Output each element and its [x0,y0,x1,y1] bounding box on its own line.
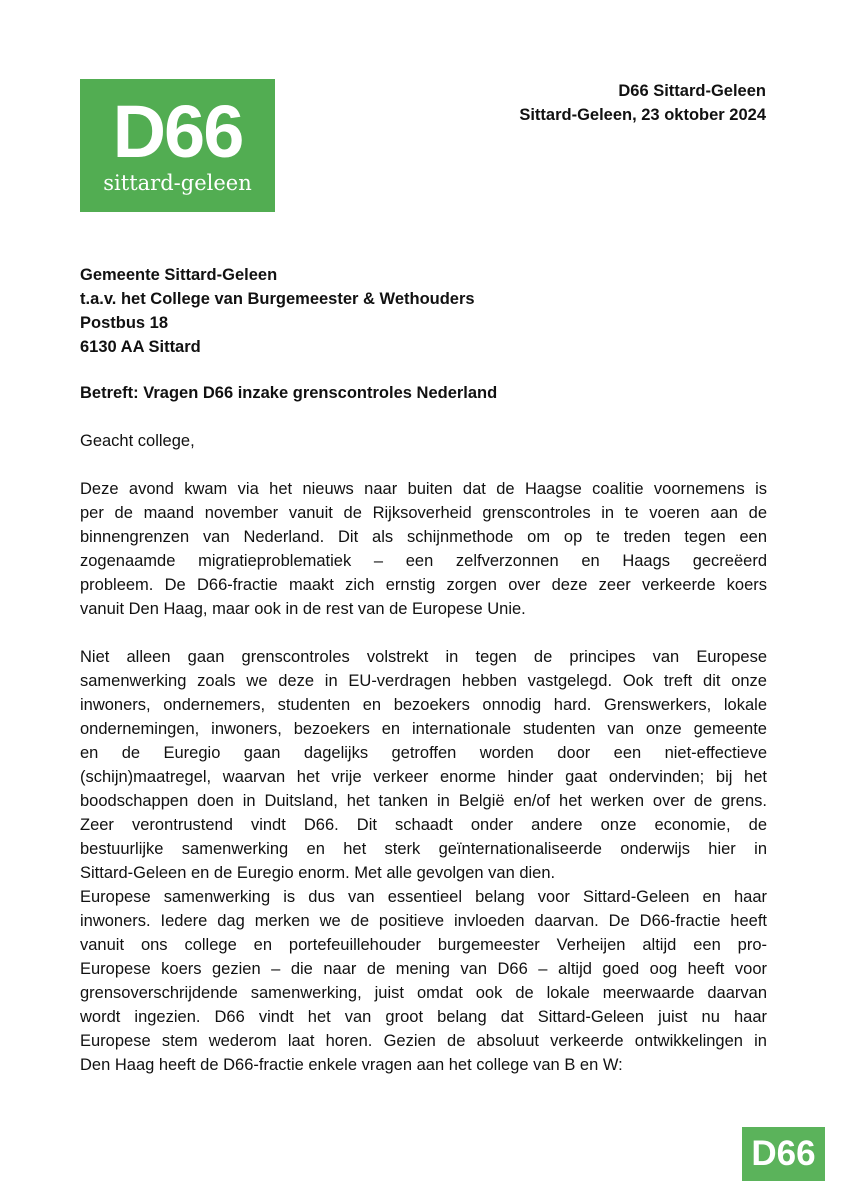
address-line: Gemeente Sittard-Geleen [80,266,278,284]
logo-sub-text: sittard-geleen [103,171,252,195]
paragraph-line: Europese samenwerking is dus van essentieel belang voor Sittard-Geleen en haar [80,888,767,906]
paragraph-line: wordt ingezien. D66 vindt het van groot belang dat Sittard-Geleen juist nu haar [80,1008,767,1026]
paragraph-line: Den Haag heeft de D66-fractie enkele vragen aan het college van B en W: [80,1056,623,1074]
paragraph-line: en de Euregio gaan dagelijks getroffen worden door een niet-effectieve [80,744,767,762]
address-line: Postbus 18 [80,314,169,332]
paragraph-line: per de maand november vanuit de Rijksoverheid grenscontroles in te voeren aan de [80,504,767,522]
paragraph-line: bestuurlijke samenwerking en het sterk geïnternationaliseerde onderwijs hier in [80,840,767,858]
greeting: Geacht college, [80,432,195,450]
paragraph-line: binnengrenzen van Nederland. Dit als schijnmethode om op te treden tegen een [80,528,767,546]
paragraph-line: grensoverschrijdende samenwerking, juist omdat ook de lokale meerwaarde daarvan [80,984,767,1002]
paragraph-line: inwoners. Iedere dag merken we de positieve invloeden daarvan. De D66-fractie heeft [80,912,767,930]
body-paragraph [80,885,767,1077]
paragraph-line: Europese stem wederom laat horen. Gezien de absoluut verkeerde ontwikkelingen in [80,1032,767,1050]
paragraph-line: inwoners, ondernemers, studenten en bezoekers onnodig hard. Grenswerkers, lokale [80,696,767,714]
sender-block [519,79,766,127]
logo-main-text: D66 [112,90,243,173]
address-line: t.a.v. het College van Burgemeester & Wethouders [80,290,475,308]
subject-line: Betreft: Vragen D66 inzake grenscontroles Nederland [80,384,498,402]
paragraph-line: vanuit Den Haag, maar ook in de rest van de Europese Unie. [80,600,526,618]
paragraph-line: Europese koers gezien – die naar de mening van D66 – altijd goed oog heeft voor [80,960,767,978]
d66-logo [80,79,275,212]
paragraph-line: vanuit ons college en portefeuillehouder burgemeester Verheijen altijd een pro- [80,936,767,954]
paragraph-line: Niet alleen gaan grenscontroles volstrekt in tegen de principes van Europese [80,648,767,666]
paragraph-line: boodschappen doen in Duitsland, het tanken in België en/of het werken over de grens. [80,792,767,810]
footer-d66-logo: D66 [742,1127,825,1181]
paragraph-line: Zeer verontrustend vindt D66. Dit schaadt onder andere onze economie, de [80,816,767,834]
body-paragraph [80,645,767,885]
paragraph-line: Deze avond kwam via het nieuws naar buiten dat de Haagse coalitie voornemens is [80,480,767,498]
address-line: 6130 AA Sittard [80,338,201,356]
sender-name: D66 Sittard-Geleen [618,82,766,100]
paragraph-line: Sittard-Geleen en de Euregio enorm. Met alle gevolgen van dien. [80,864,556,882]
paragraph-line: ondernemingen, inwoners, bezoekers en internationale studenten van onze gemeente [80,720,767,738]
paragraph-line: probleem. De D66-fractie maakt zich ernstig zorgen over deze zeer verkeerde koers [80,576,767,594]
body-paragraph [80,477,767,621]
paragraph-line: zogenaamde migratieproblematiek – een zelfverzonnen en Haags gecreëerd [80,552,767,570]
paragraph-line: (schijn)maatregel, waarvan het vrije verkeer enorme hinder gaat ondervinden; bij het [80,768,767,786]
place-date: Sittard-Geleen, 23 oktober 2024 [519,106,766,124]
paragraph-line: samenwerking zoals we deze in EU-verdragen hebben vastgelegd. Ook treft dit onze [80,672,767,690]
recipient-address [80,263,475,359]
